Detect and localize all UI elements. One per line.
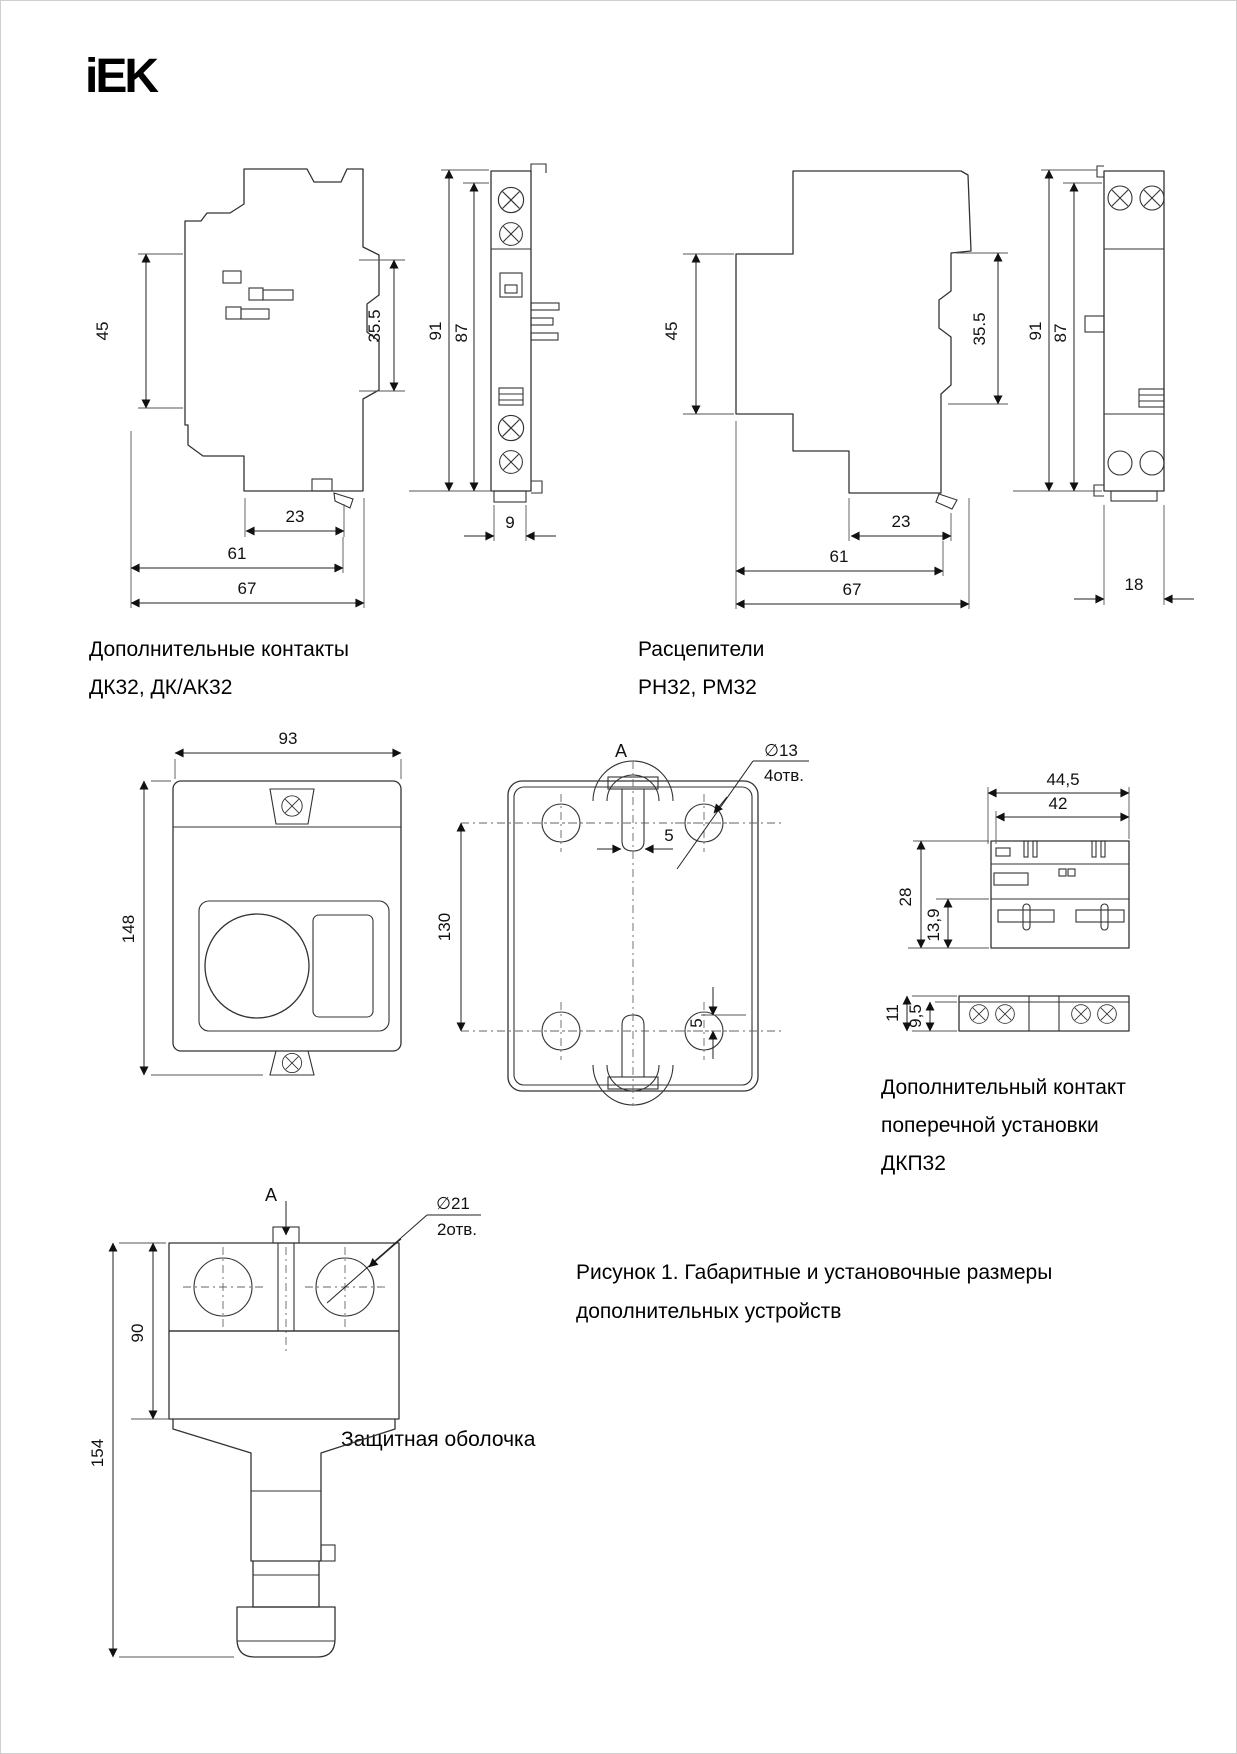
dim-dk32f-87: 87 bbox=[452, 323, 471, 343]
note-plate-hole-count: 4отв. bbox=[763, 766, 805, 785]
technical-drawings-canvas bbox=[1, 1, 1237, 1754]
dim-dkp-28: 28 bbox=[896, 887, 915, 907]
label-aux-contacts-line2: ДК32, ДК/АК32 bbox=[89, 676, 233, 699]
dkp32-top-body bbox=[991, 841, 1129, 948]
drawing-dkp32-top-view bbox=[896, 770, 1129, 948]
dk32-front-terminal-pins bbox=[531, 303, 559, 340]
dkp32-front-body bbox=[959, 996, 1129, 1031]
dim-dk32-23: 23 bbox=[285, 507, 305, 526]
dim-relf-87: 87 bbox=[1051, 323, 1070, 343]
label-transverse-line2: поперечной установки bbox=[881, 1114, 1099, 1137]
note-side-hole-diameter: ∅21 bbox=[436, 1194, 470, 1213]
dk32-side-latch-details bbox=[223, 271, 353, 508]
dim-dk32f-91: 91 bbox=[426, 321, 445, 341]
note-plate-hole-diameter: ∅13 bbox=[764, 741, 798, 760]
enclosure-knob bbox=[205, 914, 309, 1018]
drawing-dkp32-front-view bbox=[883, 996, 1129, 1031]
dim-plate-edge-5: 5 bbox=[687, 1018, 706, 1028]
dim-dkp-42: 42 bbox=[1048, 794, 1068, 813]
dim-dkpf-95: 9,5 bbox=[906, 1004, 925, 1028]
drawing-release-side-view bbox=[662, 171, 1008, 609]
dk32-side-outline bbox=[185, 169, 379, 491]
dim-rel-45: 45 bbox=[662, 321, 681, 341]
release-side-outline bbox=[736, 171, 971, 493]
dim-dkpf-11: 11 bbox=[883, 1004, 902, 1022]
dim-dkp-445: 44,5 bbox=[1046, 770, 1080, 789]
dim-dk32-355: 35.5 bbox=[365, 309, 384, 343]
dim-dkp-139: 13,9 bbox=[924, 908, 943, 942]
section-mark-plate-A: A bbox=[614, 741, 627, 761]
dim-dk32-67: 67 bbox=[237, 579, 257, 598]
label-aux-contacts-line1: Дополнительные контакты bbox=[89, 638, 349, 661]
drawing-dk32-side-view bbox=[93, 169, 405, 608]
drawing-enclosure-side-view bbox=[88, 1185, 481, 1657]
drawing-release-front-view bbox=[1013, 166, 1194, 605]
label-transverse-line1: Дополнительный контакт bbox=[881, 1076, 1126, 1099]
dim-encl-148: 148 bbox=[119, 914, 138, 944]
dim-plate-130: 130 bbox=[435, 912, 454, 942]
dim-dk32f-9: 9 bbox=[505, 513, 515, 532]
enclosure-side-body bbox=[169, 1331, 399, 1419]
label-transverse-line3: ДКП32 bbox=[881, 1152, 946, 1175]
iek-logo: iEK bbox=[85, 50, 157, 103]
dim-dk32-45: 45 bbox=[93, 321, 112, 341]
dk32-front-body bbox=[491, 171, 531, 491]
label-releases-line1: Расцепители bbox=[638, 638, 765, 661]
dim-dk32-61: 61 bbox=[227, 544, 247, 563]
note-side-hole-count: 2отв. bbox=[436, 1220, 478, 1239]
label-enclosure: Защитная оболочка bbox=[341, 1428, 536, 1451]
figure-caption-line1: Рисунок 1. Габаритные и установочные размеры bbox=[576, 1261, 1053, 1284]
dim-rel-61: 61 bbox=[829, 547, 849, 566]
dim-relf-18: 18 bbox=[1124, 575, 1144, 594]
dim-side-154: 154 bbox=[88, 1438, 107, 1468]
drawing-enclosure-plate-view bbox=[435, 741, 809, 1106]
dim-rel-23: 23 bbox=[891, 512, 911, 531]
dim-plate-slot-5: 5 bbox=[664, 826, 674, 845]
release-front-body bbox=[1104, 171, 1164, 491]
dim-side-90: 90 bbox=[128, 1323, 147, 1343]
enclosure-side-button-cap bbox=[237, 1607, 335, 1657]
enclosure-front-body bbox=[173, 781, 401, 1051]
section-mark-side-A: A bbox=[264, 1185, 277, 1205]
dim-rel-67: 67 bbox=[842, 580, 862, 599]
dim-encl-93: 93 bbox=[278, 729, 298, 748]
figure-caption-line2: дополнительных устройств bbox=[576, 1300, 842, 1323]
drawing-enclosure-front-view bbox=[119, 729, 401, 1075]
dim-rel-355: 35.5 bbox=[970, 312, 989, 346]
dim-relf-91: 91 bbox=[1026, 321, 1045, 341]
label-releases-line2: РН32, РМ32 bbox=[638, 676, 757, 699]
drawing-dk32-front-view bbox=[409, 164, 559, 541]
